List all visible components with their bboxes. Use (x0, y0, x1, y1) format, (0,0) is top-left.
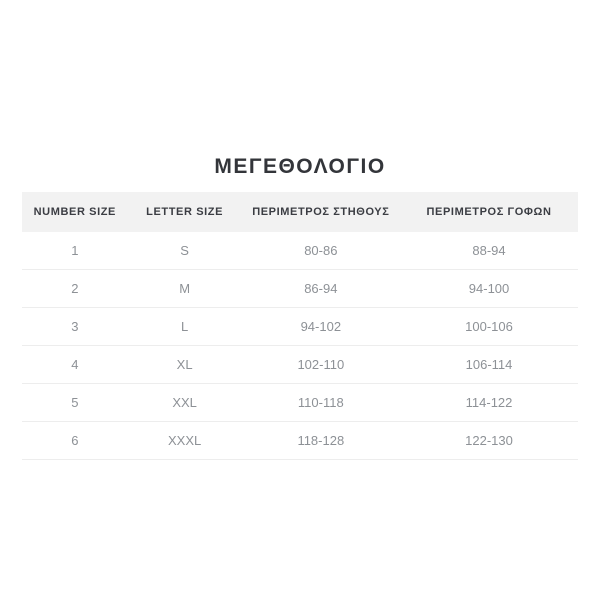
table-cell: 110-118 (242, 384, 400, 422)
table-row (22, 232, 578, 270)
column-header: LETTER SIZE (128, 192, 242, 232)
table-cell: L (128, 308, 242, 346)
table-cell: XXXL (128, 422, 242, 460)
column-header: ΠΕΡΙΜΕΤΡΟΣ ΓΟΦΩΝ (400, 192, 578, 232)
header-row (22, 192, 578, 232)
page-title: ΜΕΓΕΘΟΛΟΓΙΟ (214, 155, 386, 179)
table-cell: 6 (22, 422, 128, 460)
table-cell: 3 (22, 308, 128, 346)
table-cell: 88-94 (400, 232, 578, 270)
size-table-container (22, 192, 578, 460)
table-cell: 114-122 (400, 384, 578, 422)
size-table-body (22, 232, 578, 460)
table-cell: 100-106 (400, 308, 578, 346)
table-cell: 106-114 (400, 346, 578, 384)
table-cell: 94-100 (400, 270, 578, 308)
column-header: NUMBER SIZE (22, 192, 128, 232)
table-cell: 5 (22, 384, 128, 422)
table-cell: 4 (22, 346, 128, 384)
table-row (22, 270, 578, 308)
table-cell: S (128, 232, 242, 270)
table-cell: 102-110 (242, 346, 400, 384)
table-cell: 1 (22, 232, 128, 270)
table-row (22, 346, 578, 384)
table-cell: XL (128, 346, 242, 384)
table-cell: 86-94 (242, 270, 400, 308)
table-cell: M (128, 270, 242, 308)
table-row (22, 384, 578, 422)
table-cell: 80-86 (242, 232, 400, 270)
table-row (22, 422, 578, 460)
table-cell: 2 (22, 270, 128, 308)
table-cell: 122-130 (400, 422, 578, 460)
column-header: ΠΕΡΙΜΕΤΡΟΣ ΣΤΗΘΟΥΣ (242, 192, 400, 232)
table-cell: 94-102 (242, 308, 400, 346)
table-cell: XXL (128, 384, 242, 422)
size-table (22, 192, 578, 460)
table-cell: 118-128 (242, 422, 400, 460)
table-row (22, 308, 578, 346)
size-table-header (22, 192, 578, 232)
